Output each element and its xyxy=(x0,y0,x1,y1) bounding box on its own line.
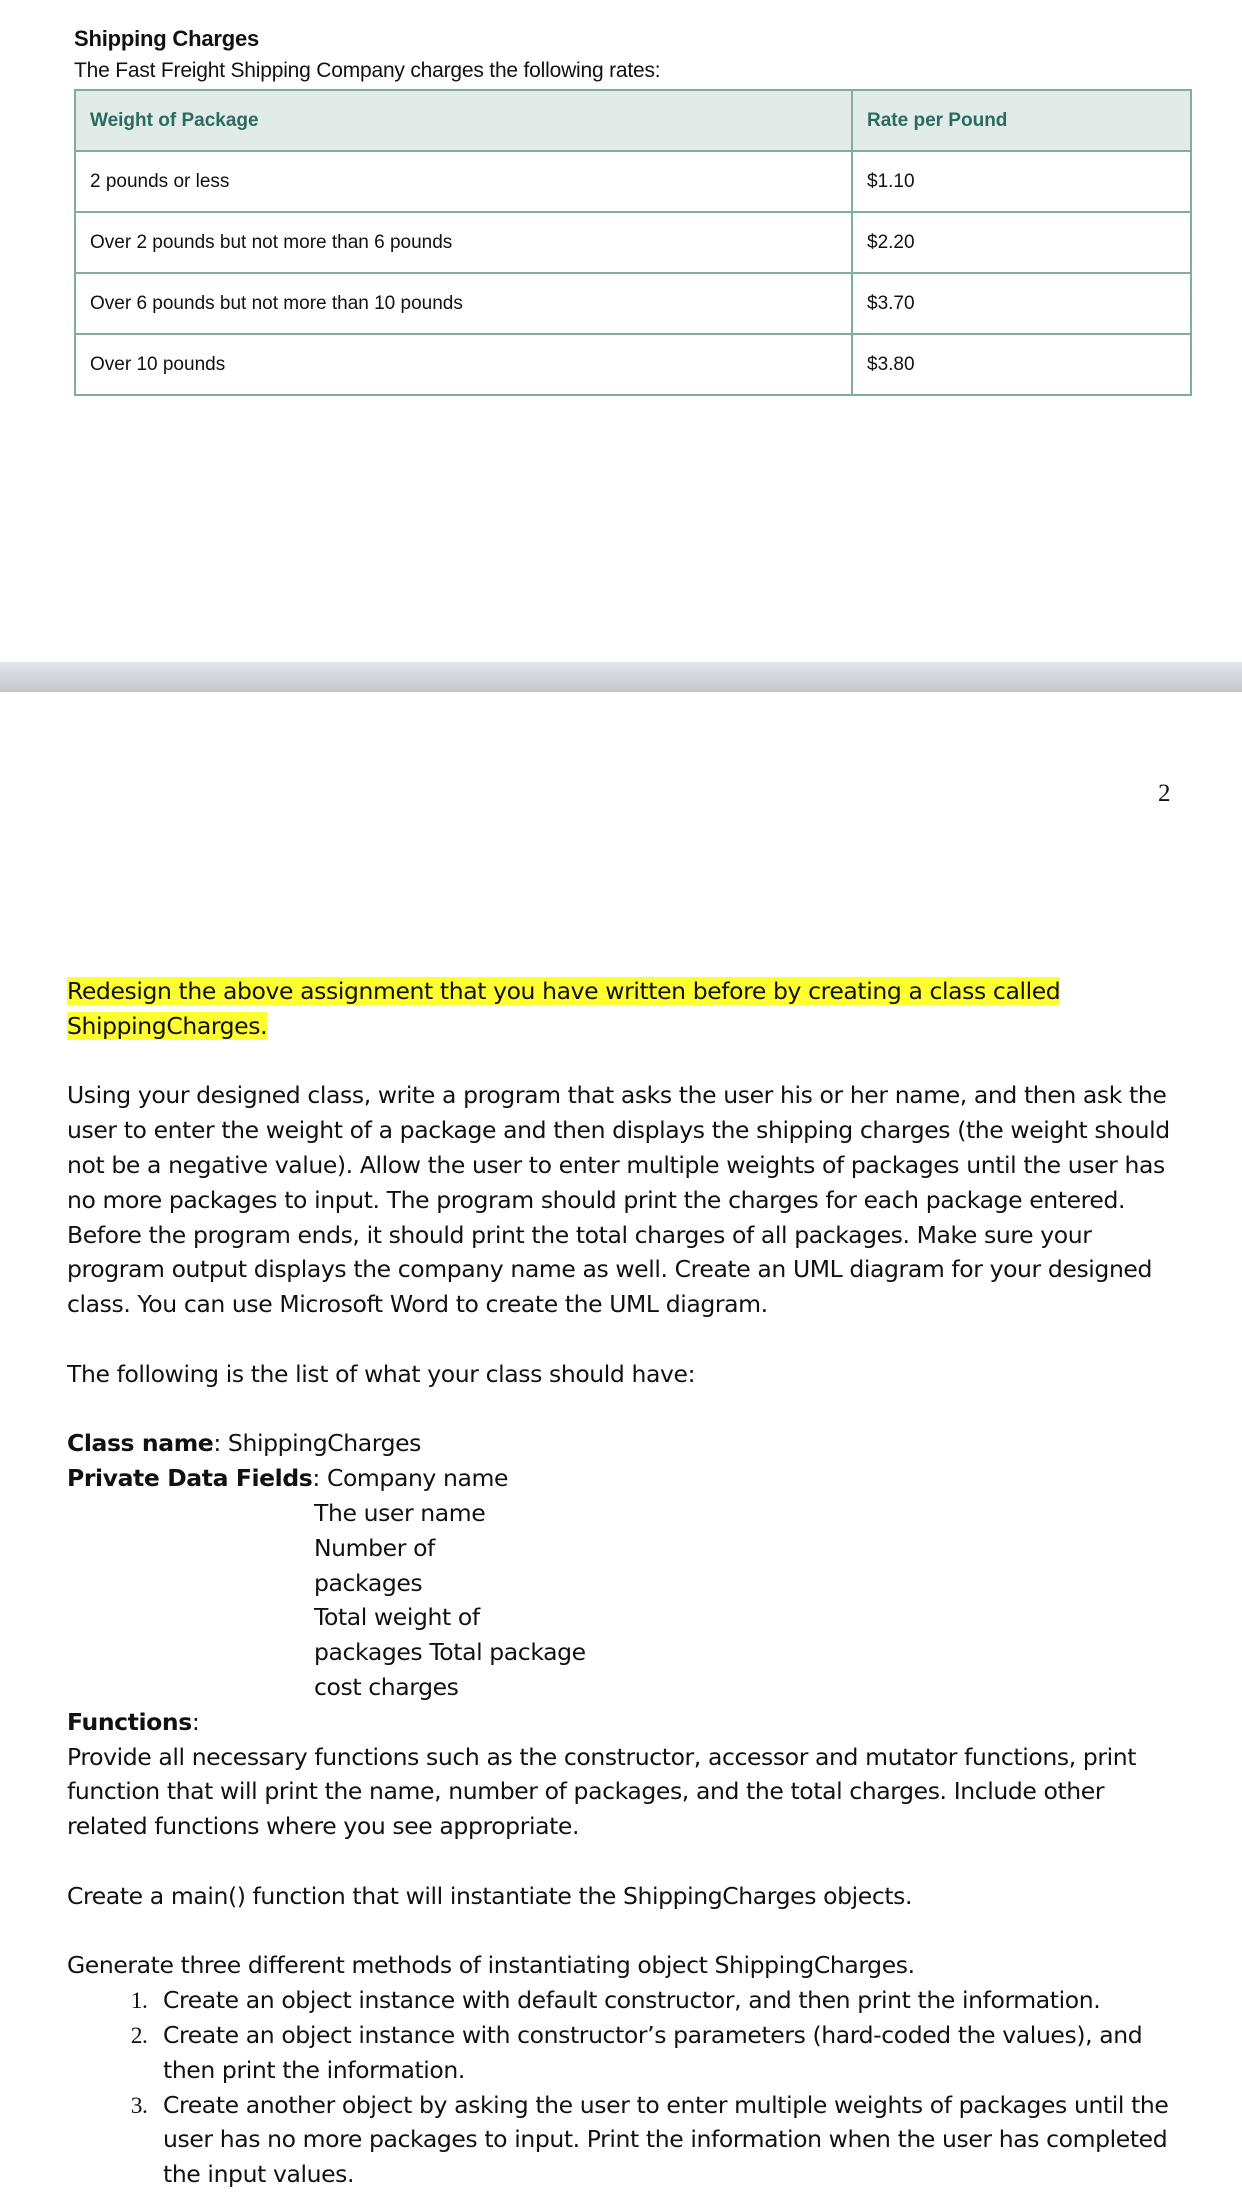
field-item: Number of xyxy=(314,1533,435,1562)
header-rate: Rate per Pound xyxy=(852,90,1191,151)
fields-line xyxy=(67,1461,1187,1496)
page-separator xyxy=(0,662,1242,692)
field-item: The user name xyxy=(314,1498,486,1527)
list-item: 2. Create an object instance with constructor’s parameters (hard-coded the values), and then print the information. xyxy=(153,2018,1187,2088)
table-row xyxy=(75,334,1191,395)
page-number: 2 xyxy=(1158,780,1171,807)
fields-list xyxy=(67,1496,1187,1705)
shipping-charges-section xyxy=(74,24,1192,375)
list-intro: The following is the list of what your class should have: xyxy=(67,1359,696,1388)
field-item: cost charges xyxy=(314,1672,459,1701)
weight-cell: Over 2 pounds but not more than 6 pounds xyxy=(75,212,852,273)
class-name-line xyxy=(67,1426,1187,1461)
highlight-text: Redesign the above assignment that you have written before by creating a class called ShippingCharges. xyxy=(67,977,1061,1040)
main-function-text: Create a main() function that will instantiate the ShippingCharges objects. xyxy=(67,1881,913,1910)
description-paragraph: Using your designed class, write a program that asks the user his or her name, and then ask the user to enter the weight of a package and then displays the shipping charges (the weight should not be a negative value). Allow the user to enter multiple weights of packages until the user has no more packages to input. The program should print the charges for each package entered. Before the program ends, it should print the total charges of all packages. Make sure your program output displays the company name as well. Create an UML diagram for your designed class. You can use Microsoft Word to create the UML diagram. xyxy=(67,1081,1170,1319)
methods-list xyxy=(67,1983,1187,2192)
rate-cell: $3.80 xyxy=(852,334,1191,395)
fields-label: Private Data Fields xyxy=(67,1464,313,1493)
functions-text: Provide all necessary functions such as the constructor, accessor and mutator functions, print function that will print the name, number of packages, and the total charges. Include other related functions where you see appropriate. xyxy=(67,1742,1137,1841)
methods-intro: Generate three different methods of instantiating object ShippingCharges. xyxy=(67,1951,915,1980)
table-row xyxy=(75,273,1191,334)
rate-cell: $2.20 xyxy=(852,212,1191,273)
weight-cell: 2 pounds or less xyxy=(75,151,852,212)
table-row xyxy=(75,212,1191,273)
field-item: Total weight of xyxy=(314,1603,480,1632)
list-item: 3. Create another object by asking the user to enter multiple weights of packages until the user has no more packages to input. Print the information when the user has completed the input values. xyxy=(153,2088,1187,2192)
field-item: packages Total package xyxy=(314,1638,586,1667)
table-row xyxy=(75,151,1191,212)
weight-cell: Over 10 pounds xyxy=(75,334,852,395)
section-title: Shipping Charges xyxy=(74,26,260,51)
functions-heading: Functions: xyxy=(67,1707,200,1736)
list-item: 1. Create an object instance with default constructor, and then print the information. xyxy=(153,1983,1187,2018)
header-weight: Weight of Package xyxy=(75,90,852,151)
class-name-label: Class name xyxy=(67,1429,214,1458)
table-header-row xyxy=(75,90,1191,151)
rate-cell: $3.70 xyxy=(852,273,1191,334)
rate-cell: $1.10 xyxy=(852,151,1191,212)
functions-label: Functions xyxy=(67,1707,192,1736)
highlighted-instruction xyxy=(67,974,1187,1044)
assignment-body xyxy=(67,974,1187,2192)
class-name-value: : ShippingCharges xyxy=(213,1429,422,1458)
weight-cell: Over 6 pounds but not more than 10 pounds xyxy=(75,273,852,334)
fields-first: : Company name xyxy=(312,1464,509,1493)
field-item: packages xyxy=(314,1568,423,1597)
rates-table xyxy=(74,89,1192,396)
section-subtitle: The Fast Freight Shipping Company charges the following rates: xyxy=(74,59,661,82)
